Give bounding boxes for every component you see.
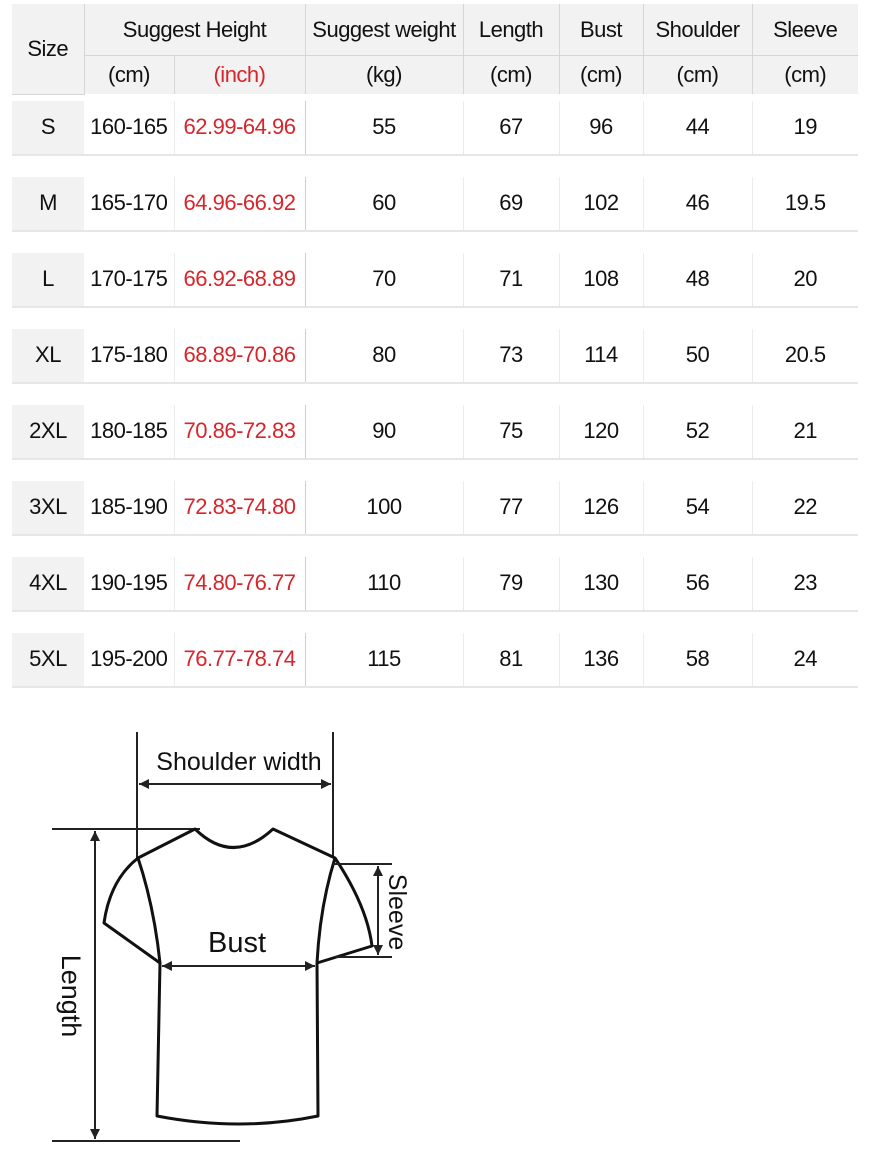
unit-sleeve: (cm)	[752, 56, 858, 95]
tshirt-diagram-svg	[0, 708, 882, 1168]
shoulder-width-label: Shoulder width	[156, 748, 322, 776]
table-row	[12, 177, 858, 231]
cell-bust: 120	[559, 405, 643, 459]
cell-size: XL	[12, 329, 84, 383]
cell-weight: 110	[305, 557, 463, 611]
cell-size: 2XL	[12, 405, 84, 459]
cell-length: 81	[463, 633, 559, 687]
cell-size: 5XL	[12, 633, 84, 687]
cell-sleeve: 19.5	[752, 177, 858, 231]
cell-weight: 80	[305, 329, 463, 383]
header-size: Size	[12, 4, 84, 94]
cell-bust: 130	[559, 557, 643, 611]
cell-shoulder: 46	[643, 177, 752, 231]
header-bust: Bust	[559, 4, 643, 56]
cell-bust: 96	[559, 101, 643, 155]
cell-shoulder: 48	[643, 253, 752, 307]
table-row	[12, 633, 858, 687]
cell-bust: 108	[559, 253, 643, 307]
cell-cm: 165-170	[84, 177, 174, 231]
cell-length: 75	[463, 405, 559, 459]
cell-length: 67	[463, 101, 559, 155]
cell-sleeve: 21	[752, 405, 858, 459]
cell-sleeve: 23	[752, 557, 858, 611]
cell-bust: 102	[559, 177, 643, 231]
cell-shoulder: 50	[643, 329, 752, 383]
header-length: Length	[463, 4, 559, 56]
cell-length: 79	[463, 557, 559, 611]
cell-shoulder: 58	[643, 633, 752, 687]
unit-length: (cm)	[463, 56, 559, 95]
cell-length: 73	[463, 329, 559, 383]
cell-weight: 115	[305, 633, 463, 687]
size-chart-table	[12, 4, 858, 688]
cell-shoulder: 44	[643, 101, 752, 155]
cell-shoulder: 56	[643, 557, 752, 611]
size-chart-table-container	[12, 4, 858, 708]
cell-shoulder: 52	[643, 405, 752, 459]
unit-weight: (kg)	[305, 56, 463, 95]
length-label: Length	[56, 954, 86, 1038]
cell-weight: 55	[305, 101, 463, 155]
size-rows	[12, 94, 858, 687]
cell-cm: 190-195	[84, 557, 174, 611]
cell-bust: 126	[559, 481, 643, 535]
cell-shoulder: 54	[643, 481, 752, 535]
table-row	[12, 405, 858, 459]
cell-inch: 72.83-74.80	[174, 481, 305, 535]
cell-size: S	[12, 101, 84, 155]
cell-inch: 76.77-78.74	[174, 633, 305, 687]
cell-weight: 60	[305, 177, 463, 231]
header-suggest-weight: Suggest weight	[305, 4, 463, 56]
bust-label: Bust	[207, 927, 267, 959]
cell-cm: 195-200	[84, 633, 174, 687]
cell-size: L	[12, 253, 84, 307]
cell-inch: 70.86-72.83	[174, 405, 305, 459]
cell-sleeve: 24	[752, 633, 858, 687]
cell-inch: 68.89-70.86	[174, 329, 305, 383]
cell-cm: 185-190	[84, 481, 174, 535]
cell-inch: 64.96-66.92	[174, 177, 305, 231]
cell-length: 69	[463, 177, 559, 231]
cell-weight: 90	[305, 405, 463, 459]
cell-cm: 180-185	[84, 405, 174, 459]
header-suggest-height: Suggest Height	[84, 4, 305, 56]
unit-height-cm: (cm)	[84, 56, 174, 95]
cell-length: 77	[463, 481, 559, 535]
cell-sleeve: 19	[752, 101, 858, 155]
tshirt-measurement-diagram	[0, 708, 882, 1168]
cell-cm: 175-180	[84, 329, 174, 383]
unit-bust: (cm)	[559, 56, 643, 95]
table-row	[12, 253, 858, 307]
table-row	[12, 101, 858, 155]
table-row	[12, 329, 858, 383]
cell-inch: 74.80-76.77	[174, 557, 305, 611]
unit-shoulder: (cm)	[643, 56, 752, 95]
cell-bust: 136	[559, 633, 643, 687]
cell-weight: 70	[305, 253, 463, 307]
cell-sleeve: 20	[752, 253, 858, 307]
header-shoulder: Shoulder	[643, 4, 752, 56]
cell-inch: 62.99-64.96	[174, 101, 305, 155]
sleeve-label: Sleeve	[383, 873, 411, 951]
cell-cm: 170-175	[84, 253, 174, 307]
cell-weight: 100	[305, 481, 463, 535]
table-row	[12, 481, 858, 535]
cell-inch: 66.92-68.89	[174, 253, 305, 307]
cell-cm: 160-165	[84, 101, 174, 155]
unit-height-inch: (inch)	[174, 56, 305, 95]
cell-size: 3XL	[12, 481, 84, 535]
cell-length: 71	[463, 253, 559, 307]
header-sleeve: Sleeve	[752, 4, 858, 56]
cell-size: M	[12, 177, 84, 231]
cell-sleeve: 20.5	[752, 329, 858, 383]
cell-sleeve: 22	[752, 481, 858, 535]
cell-size: 4XL	[12, 557, 84, 611]
cell-bust: 114	[559, 329, 643, 383]
table-row	[12, 557, 858, 611]
